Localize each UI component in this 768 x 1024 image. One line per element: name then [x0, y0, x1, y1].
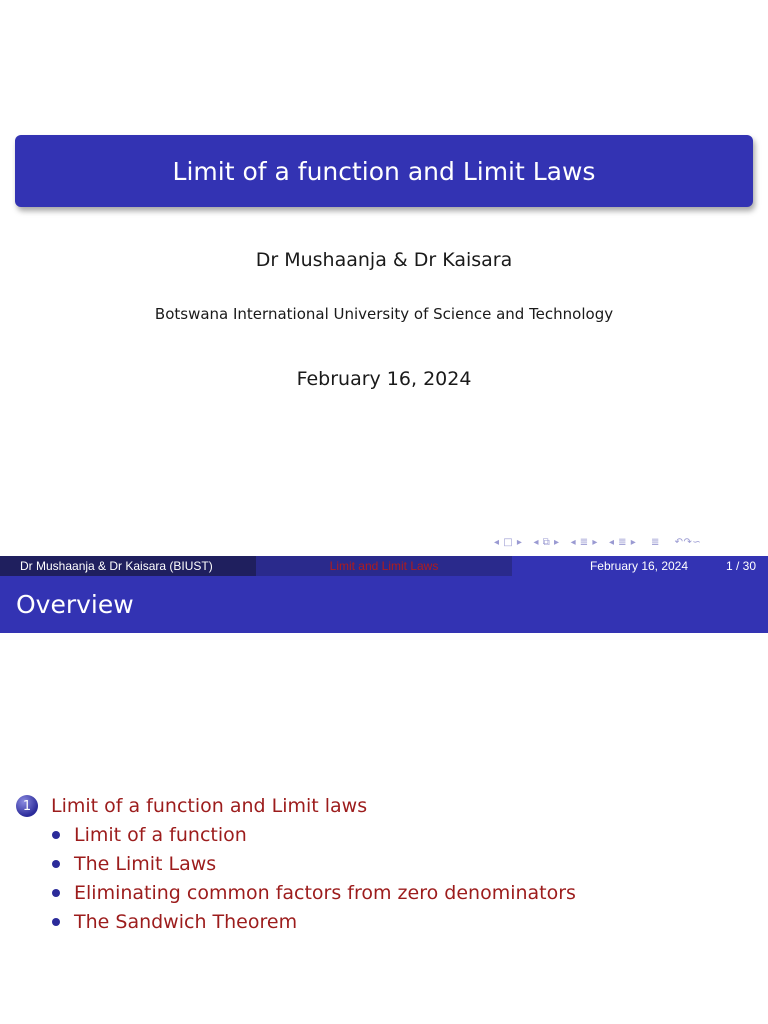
date-line: February 16, 2024: [296, 368, 472, 390]
toc-subsection-label[interactable]: The Limit Laws: [74, 852, 217, 875]
subsection-next-icon[interactable]: ▸: [553, 537, 560, 548]
toc-section-label[interactable]: Limit of a function and Limit laws: [51, 795, 368, 817]
frame-icon[interactable]: □: [503, 537, 514, 548]
footline: [0, 556, 768, 576]
footer-date: February 16, 2024: [589, 559, 689, 573]
subsection-prev-icon[interactable]: ◂: [533, 537, 539, 548]
toc-subsection-label[interactable]: Limit of a function: [74, 823, 247, 846]
toc-section-1[interactable]: [16, 792, 756, 820]
frame-title: Overview: [0, 576, 768, 633]
toc-icon[interactable]: ≣: [650, 537, 660, 548]
footer-right: [512, 556, 768, 576]
footer-short-title: Limit and Limit Laws: [256, 556, 512, 576]
toc-subsection-label[interactable]: Eliminating common factors from zero denominators: [74, 881, 576, 904]
section-prev-icon[interactable]: ◂: [570, 537, 577, 548]
bullet-icon: [52, 860, 60, 868]
frame-prev-icon[interactable]: ◂: [494, 537, 500, 548]
doc-icon[interactable]: ≣: [618, 537, 628, 548]
section-icon[interactable]: ≣: [579, 537, 589, 548]
section-number-ball: 1: [16, 795, 38, 817]
overview-slide: [0, 576, 768, 1024]
doc-next-icon[interactable]: ▸: [630, 537, 637, 548]
subsection-icon[interactable]: ⧉: [542, 537, 551, 548]
presentation-title: Limit of a function and Limit Laws: [172, 156, 596, 186]
search-icon[interactable]: ↶↷∽: [674, 537, 702, 548]
toc-subsection-item[interactable]: [52, 820, 756, 849]
toc-subsection-item[interactable]: [52, 907, 756, 936]
footer-page-number: 1 / 30: [725, 559, 756, 573]
toc-subsection-item[interactable]: [52, 878, 756, 907]
doc-prev-icon[interactable]: ◂: [608, 537, 615, 548]
footer-author: Dr Mushaanja & Dr Kaisara (BIUST): [0, 556, 256, 576]
section-next-icon[interactable]: ▸: [592, 537, 598, 548]
bullet-icon: [52, 831, 60, 839]
bullet-icon: [52, 889, 60, 897]
toc-subsection-list: [16, 820, 756, 936]
table-of-contents: [16, 792, 756, 936]
bullet-icon: [52, 918, 60, 926]
author-line: Dr Mushaanja & Dr Kaisara: [255, 249, 513, 271]
title-box: [15, 135, 753, 207]
frame-next-icon[interactable]: ▸: [516, 537, 523, 548]
navigation-symbols: [494, 537, 764, 553]
toc-subsection-item[interactable]: [52, 849, 756, 878]
institute-line: Botswana International University of Science and Technology: [154, 305, 614, 323]
toc-subsection-label[interactable]: The Sandwich Theorem: [74, 910, 298, 933]
